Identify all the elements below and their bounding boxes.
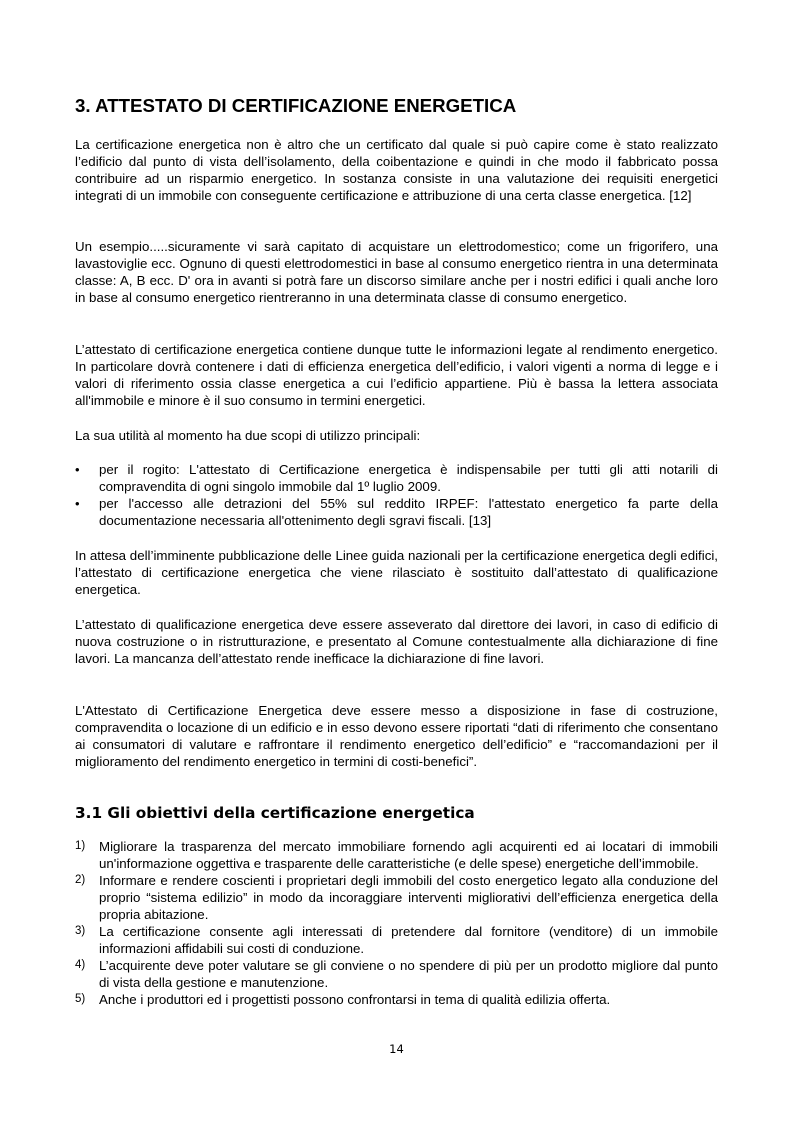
item-number: 3) bbox=[75, 925, 86, 937]
paragraph-waiting-guidelines: In attesa dell’imminente pubblicazione delle Linee guida nazionali per la certificazione energetica degli edifici, l’attestato di certificazione energetica che viene rilasciato è sostituito dall’attestato di qualificazione energetica. bbox=[75, 548, 718, 597]
paragraph-ace-requirements: L'Attestato di Certificazione Energetica deve essere messo a disposizione in fase di costruzione, compravendita o locazione di un edificio e in esso devono essere riportati “dati di riferimento che consentano ai consumatori di valutare e raffrontare il rendimento energetico dell’edificio” e “raccomandazioni per il miglioramento del rendimento energetico in termini di costi-benefici”. bbox=[75, 703, 718, 769]
list-item bbox=[75, 957, 718, 991]
list-item bbox=[75, 872, 718, 923]
objectives-list bbox=[75, 838, 718, 1008]
item-text: L’acquirente deve poter valutare se gli conviene o no spendere di più per un prodotto migliore dal punto di vista della gestione e manutenzione. bbox=[99, 958, 718, 990]
bullet-icon: • bbox=[75, 462, 80, 477]
bullet-text: per il rogito: L'attestato di Certificazione energetica è indispensabile per tutti gli atti notarili di compravendita di ogni singolo immobile dal 1º luglio 2009. bbox=[99, 462, 718, 494]
paragraph-example: Un esempio.....sicuramente vi sarà capitato di acquistare un elettrodomestico; come un frigorifero, una lavastoviglie ecc. Ognuno di questi elettrodomestici in base al consumo energetico rientra in una determinata classe: A, B ecc. D' ora in avanti si potrà fare un discorso similare anche per i nostri edifici i quali anche loro in base al consumo energetico rientreranno in una determinata classe di consumo energetico. bbox=[75, 239, 718, 305]
bullet-text: per l'accesso alle detrazioni del 55% sul reddito IRPEF: l'attestato energetico fa parte della documentazione necessaria all'ottenimento degli sgravi fiscali. [13] bbox=[99, 496, 718, 528]
list-item bbox=[75, 495, 718, 529]
list-item bbox=[75, 991, 718, 1008]
subsection-title: 3.1 Gli obiettivi della certificazione energetica bbox=[75, 804, 475, 822]
page-number: 14 bbox=[389, 1042, 404, 1056]
list-item bbox=[75, 838, 718, 872]
item-text: Informare e rendere coscienti i proprietari degli immobili del costo energetico legato alla conduzione del proprio “sistema edilizio” in modo da incoraggiare interventi migliorativi dell’efficienza energetica della propria abitazione. bbox=[99, 873, 718, 922]
paragraph-intro: La certificazione energetica non è altro che un certificato dal quale si può capire come è stato realizzato l’edificio dal punto di vista dell’isolamento, della coibentazione e quindi in che modo il fabbricato possa contribuire ad un risparmio energetico. In sostanza consiste in una valutazione dei requisiti energetici integrati di un immobile con conseguente certificazione e attribuzione di una certa classe energetica. [12] bbox=[75, 137, 718, 203]
list-item bbox=[75, 461, 718, 495]
paragraph-attestato-contents: L’attestato di certificazione energetica contiene dunque tutte le informazioni legate al rendimento energetico. In particolare dovrà contenere i dati di efficienza energetica dell’edificio, i valori vigenti a norma di legge e i valori di riferimento ossia classe energetica a cui l’edificio appartiene. Più è bassa la lettera associata all'immobile e minore è il suo consumo in termini energetici. bbox=[75, 342, 718, 408]
paragraph-uses-intro: La sua utilità al momento ha due scopi di utilizzo principali: bbox=[75, 428, 421, 443]
item-number: 2) bbox=[75, 874, 86, 886]
section-title: 3. ATTESTATO DI CERTIFICAZIONE ENERGETICA bbox=[75, 95, 517, 116]
item-number: 4) bbox=[75, 959, 86, 971]
item-number: 5) bbox=[75, 993, 86, 1005]
item-text: Anche i produttori ed i progettisti possono confrontarsi in tema di qualità edilizia offerta. bbox=[99, 992, 611, 1007]
item-text: La certificazione consente agli interessati di pretendere dal fornitore (venditore) di un immobile informazioni affidabili sui costi di conduzione. bbox=[99, 924, 718, 956]
bullet-icon: • bbox=[75, 496, 80, 511]
paragraph-qualificazione: L’attestato di qualificazione energetica deve essere asseverato dal direttore dei lavori, in caso di edificio di nuova costruzione o in ristrutturazione, e presentato al Comune contestualmente alla dichiarazione di fine lavori. La mancanza dell’attestato rende inefficace la dichiarazione di fine lavori. bbox=[75, 617, 718, 666]
item-number: 1) bbox=[75, 840, 86, 852]
item-text: Migliorare la trasparenza del mercato immobiliare fornendo agli acquirenti ed ai locatari di immobili un'informazione oggettiva e trasparente delle caratteristiche (e delle spese) energetiche dell’immobile. bbox=[99, 839, 718, 871]
list-item bbox=[75, 923, 718, 957]
uses-bullet-list bbox=[75, 461, 718, 529]
